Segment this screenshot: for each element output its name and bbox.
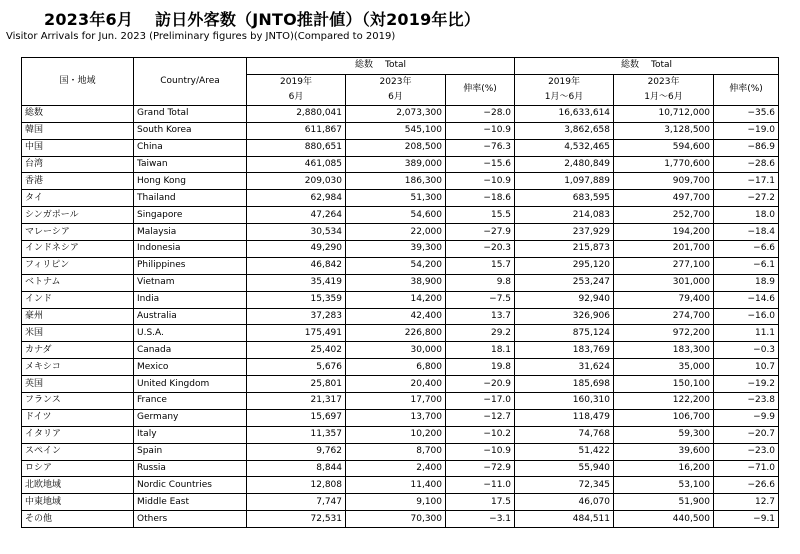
cell-region-en: China bbox=[134, 139, 247, 156]
col-header-2019-ytd: 2019年 1月～6月 bbox=[515, 74, 614, 105]
cell-region-en: Italy bbox=[134, 426, 247, 443]
cell-region-en: Spain bbox=[134, 443, 247, 460]
cell-region-en: France bbox=[134, 393, 247, 410]
cell-ytd-growth: −19.0 bbox=[714, 122, 779, 139]
cell-june-2023: 22,000 bbox=[346, 224, 446, 241]
cell-june-2019: 25,402 bbox=[247, 342, 346, 359]
cell-region-en: Middle East bbox=[134, 494, 247, 511]
cell-region-ja: 豪州 bbox=[22, 308, 134, 325]
cell-ytd-2019: 3,862,658 bbox=[515, 122, 614, 139]
col-header-growth-ytd: 伸率(%) bbox=[714, 74, 779, 105]
cell-region-ja: フィリピン bbox=[22, 257, 134, 274]
cell-june-growth: −3.1 bbox=[446, 511, 515, 528]
cell-ytd-2019: 31,624 bbox=[515, 359, 614, 376]
cell-ytd-2019: 51,422 bbox=[515, 443, 614, 460]
cell-ytd-2023: 53,100 bbox=[614, 477, 714, 494]
cell-ytd-growth: −71.0 bbox=[714, 460, 779, 477]
cell-ytd-2023: 3,128,500 bbox=[614, 122, 714, 139]
table-row bbox=[22, 291, 779, 308]
cell-june-2023: 11,400 bbox=[346, 477, 446, 494]
cell-june-2023: 2,400 bbox=[346, 460, 446, 477]
cell-june-2019: 49,290 bbox=[247, 241, 346, 258]
cell-ytd-2019: 326,906 bbox=[515, 308, 614, 325]
cell-ytd-2019: 2,480,849 bbox=[515, 156, 614, 173]
cell-region-en: Philippines bbox=[134, 257, 247, 274]
cell-ytd-2019: 215,873 bbox=[515, 241, 614, 258]
cell-ytd-2023: 440,500 bbox=[614, 511, 714, 528]
cell-ytd-2019: 484,511 bbox=[515, 511, 614, 528]
cell-ytd-2019: 72,345 bbox=[515, 477, 614, 494]
cell-june-growth: −11.0 bbox=[446, 477, 515, 494]
cell-june-growth: 13.7 bbox=[446, 308, 515, 325]
cell-ytd-2023: 594,600 bbox=[614, 139, 714, 156]
cell-region-en: India bbox=[134, 291, 247, 308]
cell-ytd-2023: 59,300 bbox=[614, 426, 714, 443]
cell-ytd-2019: 875,124 bbox=[515, 325, 614, 342]
cell-june-growth: −12.7 bbox=[446, 409, 515, 426]
table-row bbox=[22, 426, 779, 443]
cell-region-ja: 香港 bbox=[22, 173, 134, 190]
cell-ytd-growth: −6.1 bbox=[714, 257, 779, 274]
cell-june-2019: 72,531 bbox=[247, 511, 346, 528]
cell-ytd-2023: 150,100 bbox=[614, 376, 714, 393]
cell-ytd-growth: −9.1 bbox=[714, 511, 779, 528]
col-header-2023-ytd: 2023年 1月～6月 bbox=[614, 74, 714, 105]
cell-ytd-growth: −16.0 bbox=[714, 308, 779, 325]
table-row bbox=[22, 156, 779, 173]
cell-ytd-2019: 160,310 bbox=[515, 393, 614, 410]
cell-june-growth: −20.9 bbox=[446, 376, 515, 393]
cell-ytd-2019: 74,768 bbox=[515, 426, 614, 443]
cell-region-ja: インド bbox=[22, 291, 134, 308]
cell-june-2023: 30,000 bbox=[346, 342, 446, 359]
cell-june-2019: 9,762 bbox=[247, 443, 346, 460]
cell-june-2023: 54,600 bbox=[346, 207, 446, 224]
table-row bbox=[22, 274, 779, 291]
cell-region-en: Taiwan bbox=[134, 156, 247, 173]
cell-ytd-growth: −20.7 bbox=[714, 426, 779, 443]
cell-june-2023: 13,700 bbox=[346, 409, 446, 426]
table-header bbox=[22, 58, 779, 106]
cell-june-growth: −27.9 bbox=[446, 224, 515, 241]
cell-ytd-2019: 253,247 bbox=[515, 274, 614, 291]
cell-ytd-growth: 10.7 bbox=[714, 359, 779, 376]
cell-ytd-growth: 18.9 bbox=[714, 274, 779, 291]
cell-ytd-growth: −27.2 bbox=[714, 190, 779, 207]
table-row bbox=[22, 359, 779, 376]
group-header-ytd: 総数 Total bbox=[515, 58, 779, 75]
cell-june-2019: 21,317 bbox=[247, 393, 346, 410]
table-row bbox=[22, 122, 779, 139]
cell-region-ja: インドネシア bbox=[22, 241, 134, 258]
cell-ytd-2023: 10,712,000 bbox=[614, 105, 714, 122]
cell-june-2019: 611,867 bbox=[247, 122, 346, 139]
cell-june-growth: −17.0 bbox=[446, 393, 515, 410]
cell-ytd-2023: 277,100 bbox=[614, 257, 714, 274]
cell-june-2019: 12,808 bbox=[247, 477, 346, 494]
cell-region-en: Others bbox=[134, 511, 247, 528]
cell-ytd-2023: 39,600 bbox=[614, 443, 714, 460]
cell-region-ja: 総数 bbox=[22, 105, 134, 122]
cell-june-2023: 9,100 bbox=[346, 494, 446, 511]
cell-region-ja: 米国 bbox=[22, 325, 134, 342]
cell-ytd-2023: 909,700 bbox=[614, 173, 714, 190]
cell-ytd-2023: 106,700 bbox=[614, 409, 714, 426]
cell-june-2023: 54,200 bbox=[346, 257, 446, 274]
table-row bbox=[22, 105, 779, 122]
cell-june-2019: 8,844 bbox=[247, 460, 346, 477]
cell-june-2023: 8,700 bbox=[346, 443, 446, 460]
cell-region-en: Mexico bbox=[134, 359, 247, 376]
table-row bbox=[22, 460, 779, 477]
table-row bbox=[22, 308, 779, 325]
cell-region-en: Hong Kong bbox=[134, 173, 247, 190]
cell-june-2019: 7,747 bbox=[247, 494, 346, 511]
table-row bbox=[22, 443, 779, 460]
cell-region-en: Singapore bbox=[134, 207, 247, 224]
cell-region-ja: スペイン bbox=[22, 443, 134, 460]
cell-ytd-2023: 497,700 bbox=[614, 190, 714, 207]
cell-region-en: Germany bbox=[134, 409, 247, 426]
cell-ytd-growth: −6.6 bbox=[714, 241, 779, 258]
table-row bbox=[22, 207, 779, 224]
cell-region-en: Nordic Countries bbox=[134, 477, 247, 494]
cell-region-ja: 英国 bbox=[22, 376, 134, 393]
cell-june-2019: 175,491 bbox=[247, 325, 346, 342]
table-row bbox=[22, 190, 779, 207]
table-row bbox=[22, 393, 779, 410]
col-header-region-en: Country/Area bbox=[134, 58, 247, 106]
cell-region-ja: メキシコ bbox=[22, 359, 134, 376]
col-header-region-ja: 国・地域 bbox=[22, 58, 134, 106]
cell-june-growth: 17.5 bbox=[446, 494, 515, 511]
cell-region-en: United Kingdom bbox=[134, 376, 247, 393]
cell-region-ja: 台湾 bbox=[22, 156, 134, 173]
cell-region-ja: カナダ bbox=[22, 342, 134, 359]
col-header-growth-june: 伸率(%) bbox=[446, 74, 515, 105]
cell-june-growth: −76.3 bbox=[446, 139, 515, 156]
group-header-june: 総数 Total bbox=[247, 58, 515, 75]
cell-ytd-2023: 301,000 bbox=[614, 274, 714, 291]
cell-june-2019: 461,085 bbox=[247, 156, 346, 173]
cell-region-en: U.S.A. bbox=[134, 325, 247, 342]
cell-ytd-2019: 295,120 bbox=[515, 257, 614, 274]
cell-june-2019: 30,534 bbox=[247, 224, 346, 241]
cell-june-2023: 20,400 bbox=[346, 376, 446, 393]
cell-region-ja: 中東地域 bbox=[22, 494, 134, 511]
cell-june-2023: 39,300 bbox=[346, 241, 446, 258]
cell-june-growth: −15.6 bbox=[446, 156, 515, 173]
cell-region-en: Australia bbox=[134, 308, 247, 325]
cell-ytd-2019: 185,698 bbox=[515, 376, 614, 393]
cell-ytd-2019: 16,633,614 bbox=[515, 105, 614, 122]
cell-june-2019: 2,880,041 bbox=[247, 105, 346, 122]
cell-june-2019: 209,030 bbox=[247, 173, 346, 190]
col-header-2019-june: 2019年 6月 bbox=[247, 74, 346, 105]
cell-region-ja: 韓国 bbox=[22, 122, 134, 139]
cell-ytd-2023: 51,900 bbox=[614, 494, 714, 511]
cell-ytd-2019: 683,595 bbox=[515, 190, 614, 207]
cell-ytd-growth: −28.6 bbox=[714, 156, 779, 173]
cell-ytd-2019: 237,929 bbox=[515, 224, 614, 241]
cell-june-growth: 15.7 bbox=[446, 257, 515, 274]
cell-june-growth: 9.8 bbox=[446, 274, 515, 291]
cell-june-2019: 37,283 bbox=[247, 308, 346, 325]
cell-region-en: South Korea bbox=[134, 122, 247, 139]
cell-june-2019: 35,419 bbox=[247, 274, 346, 291]
cell-june-2023: 208,500 bbox=[346, 139, 446, 156]
table-row bbox=[22, 477, 779, 494]
cell-ytd-growth: −9.9 bbox=[714, 409, 779, 426]
cell-ytd-growth: −18.4 bbox=[714, 224, 779, 241]
cell-june-growth: −20.3 bbox=[446, 241, 515, 258]
cell-june-2023: 10,200 bbox=[346, 426, 446, 443]
cell-june-2023: 186,300 bbox=[346, 173, 446, 190]
cell-june-2019: 62,984 bbox=[247, 190, 346, 207]
cell-region-en: Canada bbox=[134, 342, 247, 359]
table-row bbox=[22, 494, 779, 511]
cell-ytd-2023: 79,400 bbox=[614, 291, 714, 308]
page-subtitle: Visitor Arrivals for Jun. 2023 (Preliminary figures by JNTO)(Compared to 2019) bbox=[6, 31, 396, 42]
cell-region-ja: ドイツ bbox=[22, 409, 134, 426]
cell-ytd-2023: 972,200 bbox=[614, 325, 714, 342]
table-row bbox=[22, 409, 779, 426]
cell-region-en: Malaysia bbox=[134, 224, 247, 241]
cell-june-2019: 11,357 bbox=[247, 426, 346, 443]
cell-june-2023: 2,073,300 bbox=[346, 105, 446, 122]
cell-region-ja: シンガポール bbox=[22, 207, 134, 224]
cell-june-2023: 42,400 bbox=[346, 308, 446, 325]
cell-june-growth: −10.9 bbox=[446, 443, 515, 460]
table-row bbox=[22, 224, 779, 241]
cell-region-en: Vietnam bbox=[134, 274, 247, 291]
cell-region-en: Thailand bbox=[134, 190, 247, 207]
cell-june-2019: 5,676 bbox=[247, 359, 346, 376]
cell-june-growth: −10.9 bbox=[446, 122, 515, 139]
cell-june-growth: 19.8 bbox=[446, 359, 515, 376]
cell-ytd-growth: −26.6 bbox=[714, 477, 779, 494]
cell-ytd-2023: 252,700 bbox=[614, 207, 714, 224]
table-row bbox=[22, 173, 779, 190]
cell-june-growth: −10.9 bbox=[446, 173, 515, 190]
cell-region-ja: タイ bbox=[22, 190, 134, 207]
cell-june-growth: 18.1 bbox=[446, 342, 515, 359]
cell-region-ja: ベトナム bbox=[22, 274, 134, 291]
cell-ytd-growth: 11.1 bbox=[714, 325, 779, 342]
cell-june-2023: 545,100 bbox=[346, 122, 446, 139]
table-row bbox=[22, 257, 779, 274]
cell-june-growth: −28.0 bbox=[446, 105, 515, 122]
cell-ytd-2019: 46,070 bbox=[515, 494, 614, 511]
cell-ytd-2019: 118,479 bbox=[515, 409, 614, 426]
cell-ytd-growth: −0.3 bbox=[714, 342, 779, 359]
cell-ytd-growth: −23.0 bbox=[714, 443, 779, 460]
cell-ytd-growth: −35.6 bbox=[714, 105, 779, 122]
cell-june-2019: 47,264 bbox=[247, 207, 346, 224]
table-row bbox=[22, 241, 779, 258]
cell-ytd-2023: 194,200 bbox=[614, 224, 714, 241]
cell-ytd-2023: 1,770,600 bbox=[614, 156, 714, 173]
col-header-2023-june: 2023年 6月 bbox=[346, 74, 446, 105]
cell-ytd-2019: 4,532,465 bbox=[515, 139, 614, 156]
cell-region-en: Grand Total bbox=[134, 105, 247, 122]
cell-june-2023: 6,800 bbox=[346, 359, 446, 376]
cell-ytd-2023: 35,000 bbox=[614, 359, 714, 376]
cell-june-2019: 25,801 bbox=[247, 376, 346, 393]
cell-june-2023: 389,000 bbox=[346, 156, 446, 173]
cell-june-2019: 15,359 bbox=[247, 291, 346, 308]
cell-ytd-growth: −14.6 bbox=[714, 291, 779, 308]
cell-ytd-growth: −19.2 bbox=[714, 376, 779, 393]
table-row bbox=[22, 511, 779, 528]
cell-june-2023: 51,300 bbox=[346, 190, 446, 207]
cell-ytd-2019: 1,097,889 bbox=[515, 173, 614, 190]
table-body bbox=[22, 105, 779, 527]
cell-june-growth: −72.9 bbox=[446, 460, 515, 477]
cell-ytd-2023: 201,700 bbox=[614, 241, 714, 258]
cell-region-ja: マレーシア bbox=[22, 224, 134, 241]
cell-june-2023: 226,800 bbox=[346, 325, 446, 342]
table-row bbox=[22, 376, 779, 393]
cell-region-ja: 中国 bbox=[22, 139, 134, 156]
cell-region-ja: イタリア bbox=[22, 426, 134, 443]
cell-region-ja: フランス bbox=[22, 393, 134, 410]
cell-june-2019: 15,697 bbox=[247, 409, 346, 426]
cell-region-ja: その他 bbox=[22, 511, 134, 528]
cell-june-2023: 14,200 bbox=[346, 291, 446, 308]
page-title: 2023年6月 訪日外客数（JNTO推計値）（対2019年比） bbox=[44, 10, 481, 29]
cell-ytd-growth: 18.0 bbox=[714, 207, 779, 224]
cell-ytd-2023: 183,300 bbox=[614, 342, 714, 359]
cell-june-growth: −7.5 bbox=[446, 291, 515, 308]
cell-ytd-growth: −17.1 bbox=[714, 173, 779, 190]
cell-june-2019: 880,651 bbox=[247, 139, 346, 156]
cell-ytd-growth: 12.7 bbox=[714, 494, 779, 511]
cell-june-growth: 15.5 bbox=[446, 207, 515, 224]
cell-ytd-2023: 122,200 bbox=[614, 393, 714, 410]
visitor-arrivals-table bbox=[21, 57, 779, 528]
cell-june-growth: 29.2 bbox=[446, 325, 515, 342]
table-row bbox=[22, 342, 779, 359]
cell-ytd-2019: 55,940 bbox=[515, 460, 614, 477]
cell-june-2023: 17,700 bbox=[346, 393, 446, 410]
cell-region-ja: 北欧地域 bbox=[22, 477, 134, 494]
cell-ytd-2019: 214,083 bbox=[515, 207, 614, 224]
cell-june-growth: −10.2 bbox=[446, 426, 515, 443]
cell-ytd-growth: −23.8 bbox=[714, 393, 779, 410]
cell-region-ja: ロシア bbox=[22, 460, 134, 477]
cell-region-en: Russia bbox=[134, 460, 247, 477]
cell-ytd-2023: 16,200 bbox=[614, 460, 714, 477]
cell-june-2023: 38,900 bbox=[346, 274, 446, 291]
cell-region-en: Indonesia bbox=[134, 241, 247, 258]
cell-june-2023: 70,300 bbox=[346, 511, 446, 528]
cell-june-growth: −18.6 bbox=[446, 190, 515, 207]
cell-ytd-growth: −86.9 bbox=[714, 139, 779, 156]
cell-ytd-2019: 183,769 bbox=[515, 342, 614, 359]
cell-ytd-2019: 92,940 bbox=[515, 291, 614, 308]
cell-ytd-2023: 274,700 bbox=[614, 308, 714, 325]
table-row bbox=[22, 139, 779, 156]
cell-june-2019: 46,842 bbox=[247, 257, 346, 274]
table-row bbox=[22, 325, 779, 342]
